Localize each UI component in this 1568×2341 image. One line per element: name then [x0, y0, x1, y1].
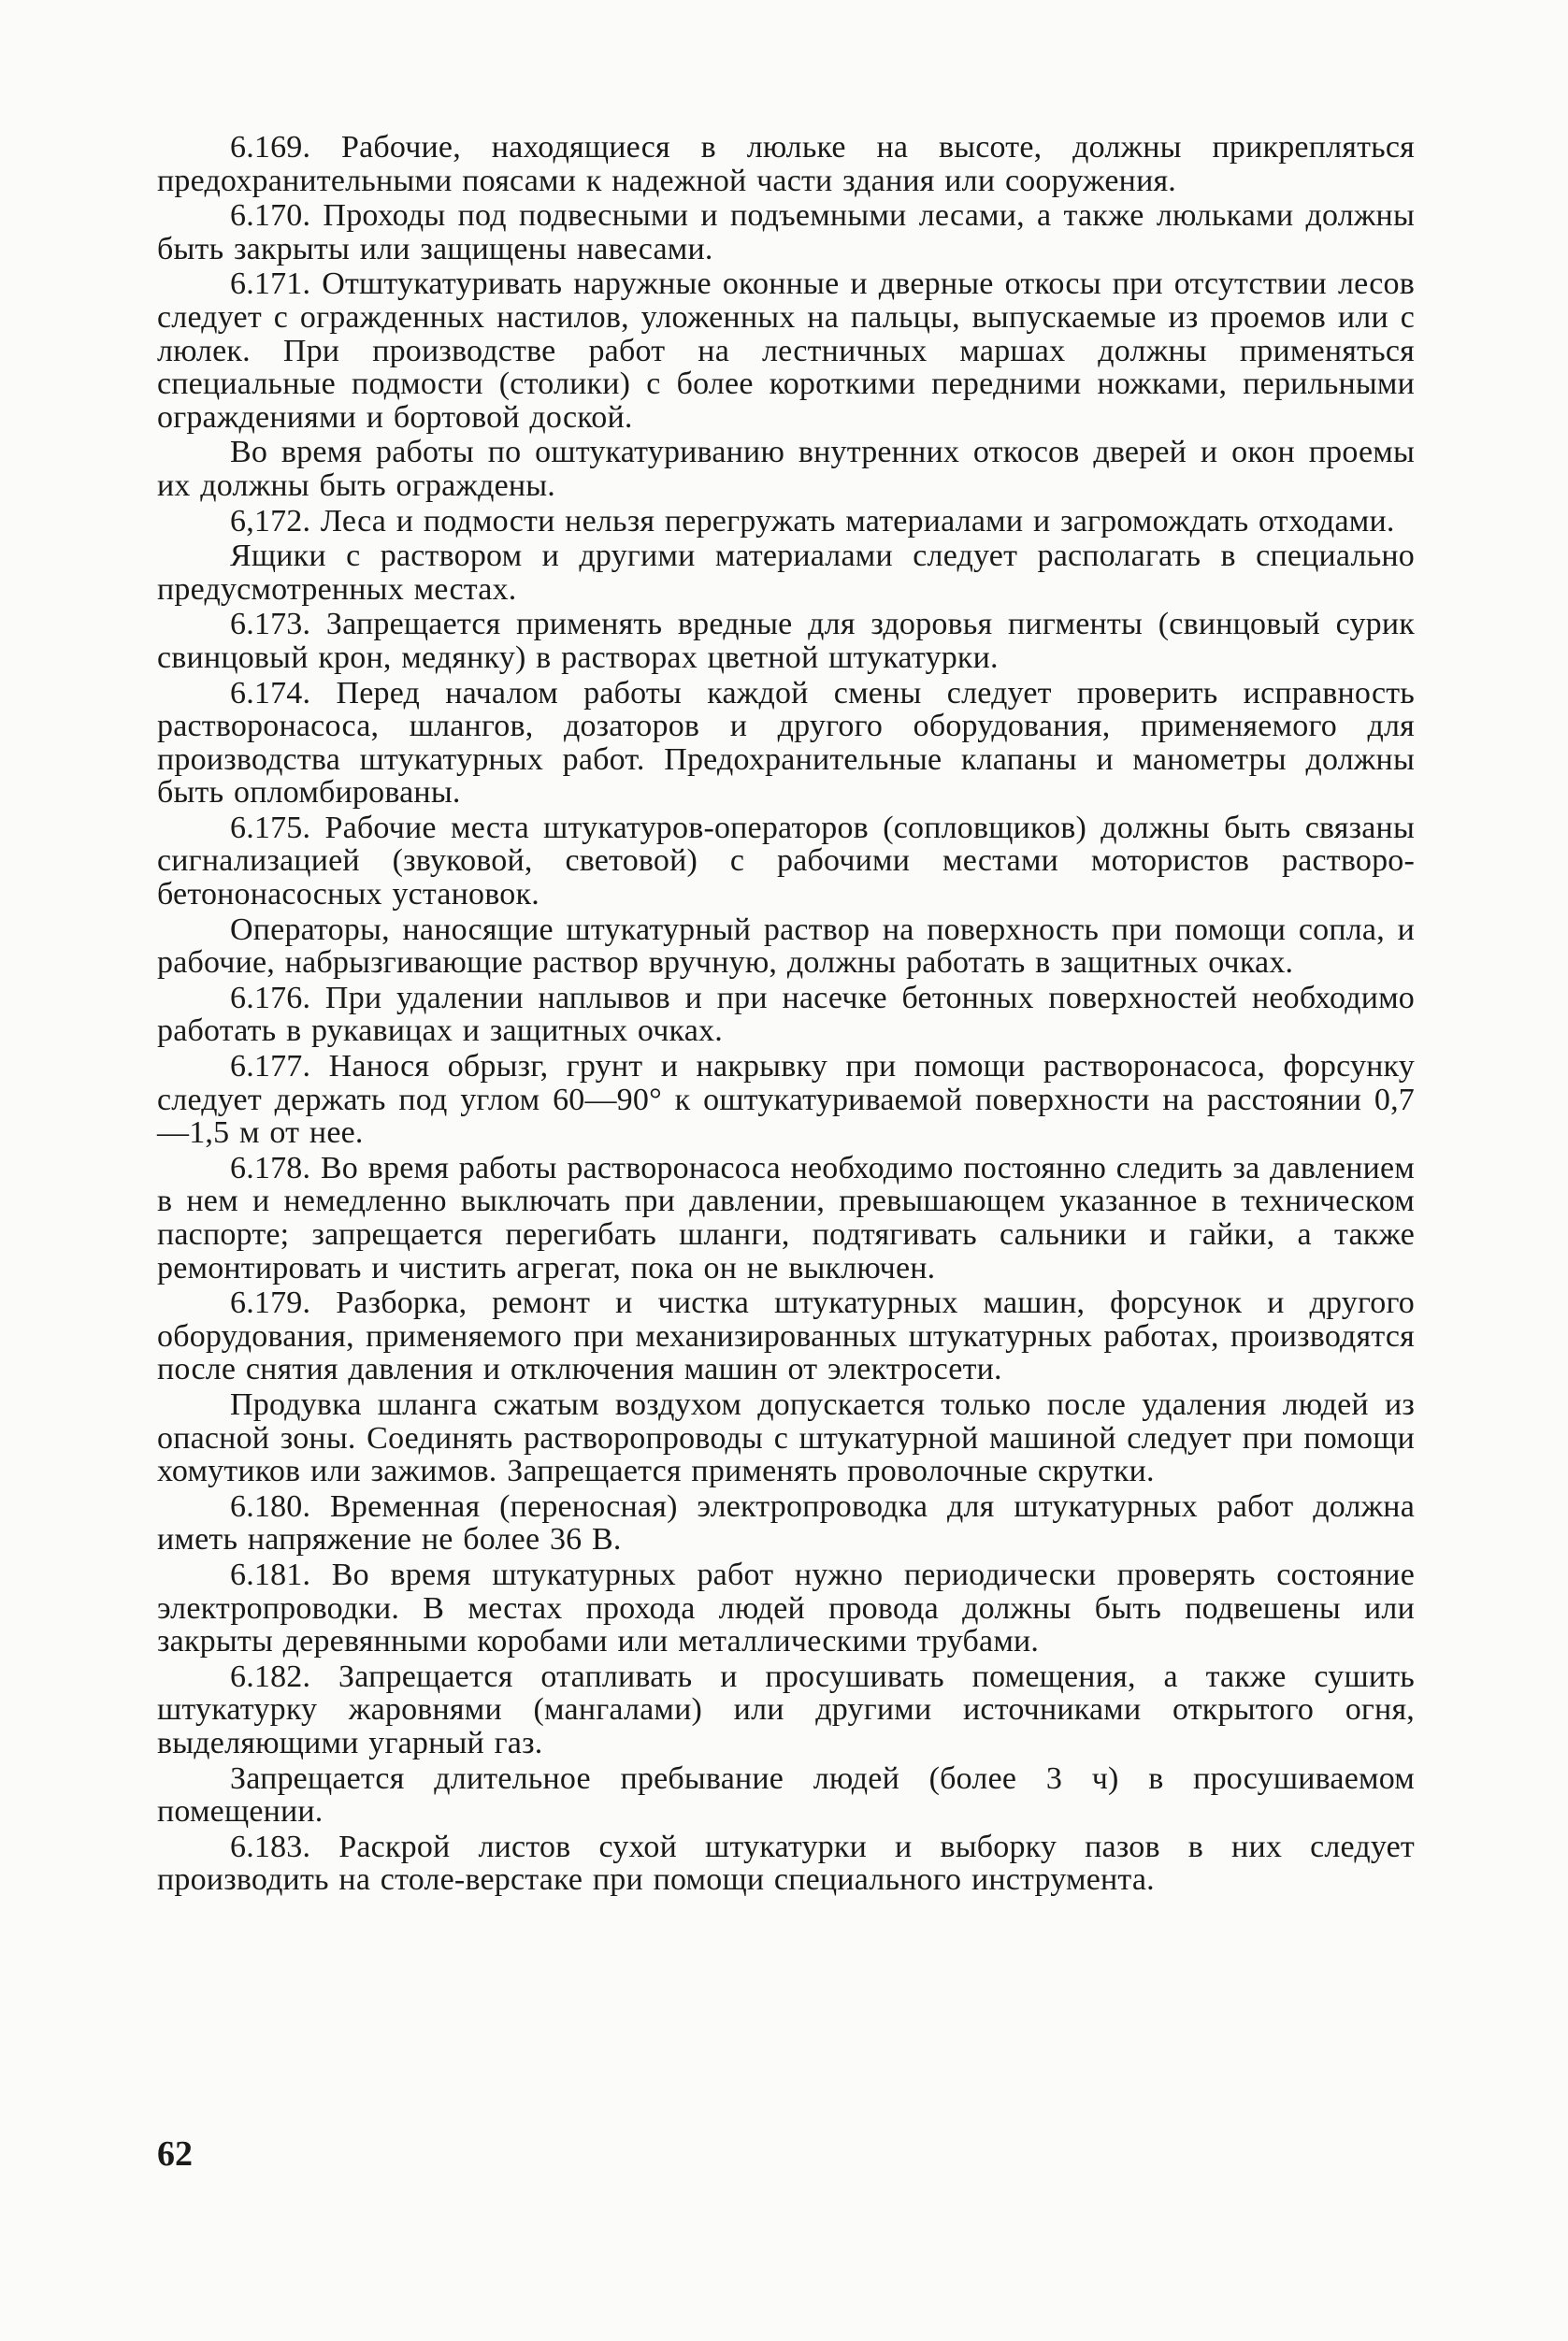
paragraph-6-169: 6.169. Рабочие, находящиеся в люльке на высоте, должны прикрепляться предохранительными поясами к надежной части здания или сооружения. — [157, 130, 1415, 198]
paragraph-6-175-cont: Операторы, наносящие штукатурный раствор на поверхность при помощи сопла, и рабочие, набрызгивающие раствор вручную, должны работать в защитных очках. — [157, 912, 1415, 981]
paragraph-6-179-cont: Продувка шланга сжатым воздухом допускается только после удаления людей из опасной зоны. Соединять растворопроводы с штукатурной машиной следует при помощи хомутиков или зажимов. Запрещается применять проволочные скрутки. — [157, 1386, 1415, 1489]
paragraph-6-177: 6.177. Нанося обрызг, грунт и накрывку при помощи растворонасоса, форсунку следует держать под углом 60—90° к оштукатуриваемой поверхности на расстоянии 0,7—1,5 м от нее. — [157, 1049, 1415, 1151]
page-number: 62 — [157, 2134, 193, 2174]
paragraph-6-179: 6.179. Разборка, ремонт и чистка штукатурных машин, форсунок и другого оборудования, применяемого при механизированных штукатурных работах, производятся после снятия давления и отключения машин от электросети. — [157, 1285, 1415, 1387]
paragraph-6-176: 6.176. При удалении наплывов и при насечке бетонных поверхностей необходимо работать в рукавицах и защитных очках. — [157, 980, 1415, 1049]
paragraph-6-182-cont: Запрещается длительное пребывание людей (более 3 ч) в просушиваемом помещении. — [157, 1760, 1415, 1830]
paragraph-6-175: 6.175. Рабочие места штукатуров-операторов (сопловщиков) должны быть связаны сигнализацией (звуковой, световой) с рабочими местами мотористов растворо-бетононасосных установок. — [157, 810, 1415, 912]
paragraph-6-181: 6.181. Во время штукатурных работ нужно периодически проверять состояние электропроводки. В местах прохода людей провода должны быть подвешены или закрыты деревянными коробами или металлическими трубами. — [157, 1557, 1415, 1659]
paragraph-6-174: 6.174. Перед началом работы каждой смены следует проверить исправность растворонасоса, шлангов, дозаторов и другого оборудования, применяемого для производства штукатурных работ. Предохранительные клапаны и манометры должны быть опломбированы. — [157, 675, 1415, 811]
paragraph-6-170: 6.170. Проходы под подвесными и подъемными лесами, а также люльками должны быть закрыты или защищены навесами. — [157, 198, 1415, 266]
body-text — [157, 131, 1415, 1899]
paragraph-6-171: 6.171. Отштукатуривать наружные оконные и дверные откосы при отсутствии лесов следует с огражденных настилов, уложенных на пальцы, выпускаемые из проемов или с люлек. При производстве работ на лестничных маршах должны применяться специальные подмости (столики) с более короткими передними ножками, перильными ограждениями и бортовой доской. — [157, 266, 1415, 435]
paragraph-6-178: 6.178. Во время работы растворонасоса необходимо постоянно следить за давлением в нем и немедленно выключать при давлении, превышающем указанное в техническом паспорте; запрещается перегибать шланги, подтягивать сальники и гайки, а также ремонтировать и чистить агрегат, пока он не выключен. — [157, 1150, 1415, 1285]
paragraph-6-173: 6.173. Запрещается применять вредные для здоровья пигменты (свинцовый сурик свинцовый крон, медянку) в растворах цветной штукатурки. — [157, 607, 1415, 675]
paragraph-6-171-cont: Во время работы по оштукатуриванию внутренних откосов дверей и окон проемы их должны быть ограждены. — [157, 435, 1415, 503]
paragraph-6-172: 6,172. Леса и подмости нельзя перегружать материалами и загромождать отходами. — [230, 503, 1395, 539]
paragraph-6-180: 6.180. Временная (переносная) электропроводка для штукатурных работ должна иметь напряжение не более 36 В. — [157, 1488, 1415, 1558]
paragraph-6-172-cont: Ящики с раствором и другими материалами следует располагать в специально предусмотренных местах. — [157, 539, 1415, 607]
paragraph-6-182: 6.182. Запрещается отапливать и просушивать помещения, а также сушить штукатурку жаровнями (мангалами) или другими источниками открытого огня, выделяющими угарный газ. — [157, 1659, 1415, 1760]
paragraph-6-183: 6.183. Раскрой листов сухой штукатурки и выборку пазов в них следует производить на столе-верстаке при помощи специального инструмента. — [157, 1829, 1415, 1898]
